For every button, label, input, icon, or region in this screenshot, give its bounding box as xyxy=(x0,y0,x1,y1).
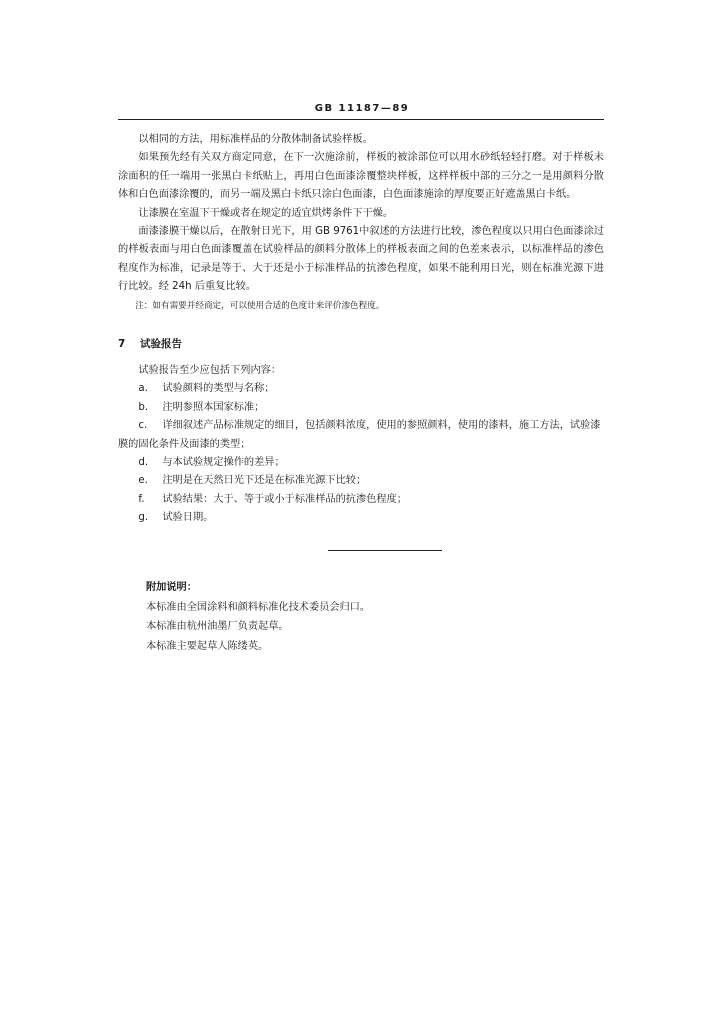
appendix xyxy=(146,578,370,656)
appendix-line: 本标准由全国涂料和颜料标准化技术委员会归口。 xyxy=(146,601,371,613)
appendix-title: 附加说明： xyxy=(146,582,197,593)
item-marker: b. xyxy=(138,401,149,413)
item-text: 注明参照本国家标准； xyxy=(162,401,265,413)
list-item xyxy=(118,454,604,472)
list-item xyxy=(118,472,604,490)
body-text xyxy=(118,131,604,315)
item-marker: e. xyxy=(138,475,148,487)
item-text: 试验日期。 xyxy=(162,512,214,524)
paragraph-1: 以相同的方法，用标准样品的分散体制备试验样板。 xyxy=(138,134,373,145)
item-text: 详细叙述产品标准规定的细目，包括颜料浓度，使用的参照颜料，使用的漆料，施工方法，试验漆膜的固化条件及面漆的类型； xyxy=(118,420,601,450)
item-text: 试验颜料的类型与名称； xyxy=(162,383,275,395)
item-marker: g. xyxy=(138,512,149,524)
item-marker: f. xyxy=(138,493,145,505)
list-item xyxy=(118,417,604,454)
list-item xyxy=(118,509,604,527)
section-title: 试验报告 xyxy=(140,338,182,350)
paragraph-3: 让漆膜在室温下干燥或者在规定的适宜烘烤条件下干燥。 xyxy=(138,207,394,219)
list-item xyxy=(118,491,604,509)
end-rule xyxy=(328,550,442,551)
report-list xyxy=(118,362,604,528)
paragraph-2: 如果预先经有关双方商定同意，在下一次施涂前，样板的被涂部位可以用水砂纸轻轻打磨。对于样板未涂面积的任一端用一张黑白卡纸贴上，再用白色面漆涂覆整块样板，这样样板中部的三分之一是用颜料分散体和白色面漆涂覆的，而另一端及黑白卡纸只涂白色面漆，白色面漆施涂的厚度要正好遮盖黑白卡纸。 xyxy=(118,152,604,201)
page-header: GB 11187—89 xyxy=(314,103,410,114)
item-marker: d. xyxy=(138,457,149,469)
item-marker: c. xyxy=(138,420,148,432)
appendix-line: 本标准主要起草人陈缕英。 xyxy=(146,640,269,652)
report-intro: 试验报告至少应包括下列内容： xyxy=(138,365,282,376)
item-text: 与本试验规定操作的差异； xyxy=(162,457,285,469)
header-rule xyxy=(118,119,604,120)
section-number: 7 xyxy=(118,338,126,350)
paragraph-4: 面漆漆膜干燥以后，在散射日光下，用 GB 9761中叙述的方法进行比较，渗色程度以只用白色面漆涂过的样板表面与用白色面漆覆盖在试验样品的颜料分散体上的样板表面之间的色差来表示，以标准样品的渗色程度作为标准，记录是等于、大于还是小于标准样品的抗渗色程度，如果不能利用日光，则在标准光源下进行比较。经 24h 后重复比较。 xyxy=(118,226,604,293)
note: 注：如有需要并经商定，可以使用合适的色度计来评价渗色程度。 xyxy=(135,300,385,311)
item-text: 注明是在天然日光下还是在标准光源下比较； xyxy=(162,475,367,487)
section-heading xyxy=(118,336,182,351)
item-marker: a. xyxy=(138,383,148,395)
item-text: 试验结果：大于、等于或小于标准样品的抗渗色程度； xyxy=(162,493,407,505)
list-item xyxy=(118,380,604,398)
appendix-line: 本标准由杭州油墨厂负责起草。 xyxy=(146,621,289,632)
list-item xyxy=(118,399,604,417)
